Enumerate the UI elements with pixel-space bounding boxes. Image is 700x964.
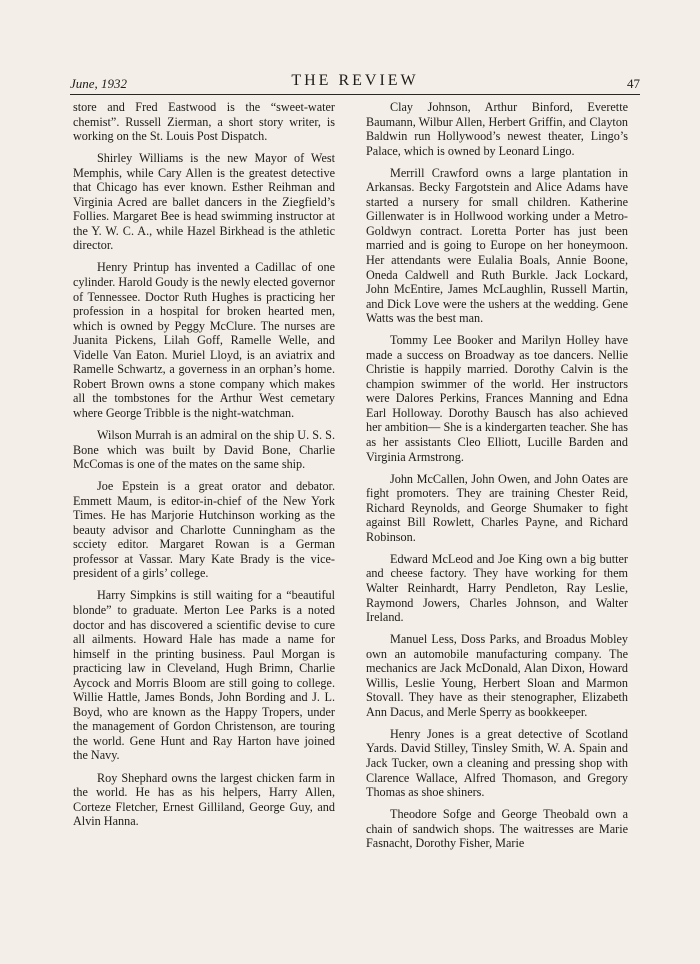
paragraph: Roy Shephard owns the largest chicken farm in the world. He has as his helpers, Harry Allen, Corteze Fletcher, Ernest Gilliland, George Guy, and Alvin Hanna.: [73, 770, 335, 829]
header-rule: [70, 94, 640, 95]
paragraph: Joe Epstein is a great orator and debator. Emmett Maum, is editor-in-chief of the New York Times. He has Marjorie Hutchinson working as the beauty advisor and Charlotte Cunningham as the scciety editor. Margaret Rowan is a German professor at Vassar. Mary Kate Brady is the vice-president of a girls’ college.: [73, 479, 335, 581]
paragraph: Shirley Williams is the new Mayor of West Memphis, while Cary Allen is the greatest detective that Chicago has ever known. Esther Reihman and Virginia Acred are ballet dancers in the Ziegfield’s Follies. Margaret Bee is head swimming instructor at the Y. W. C. A., while Hazel Birkhead is the athletic director.: [73, 151, 335, 253]
paragraph: Henry Printup has invented a Cadillac of one cylinder. Harold Goudy is the newly elected governor of Tennessee. Doctor Ruth Hughes is practicing her profession in a hospital for broken hearted men, which is owned by Peggy McClure. The nurses are Juanita Pickens, Lilah Goff, Ramelle Welle, and Videlle Van Eaton. Muriel Lloyd, is an aviatrix and Ramelle Schwartz, a governess in an orphan’s home. Robert Brown owns a stone company which makes all the tombstones for the Arthur West cemetary where George Tribble is the night-watchman.: [73, 260, 335, 420]
paragraph: Henry Jones is a great detective of Scotland Yards. David Stilley, Tinsley Smith, W. A. Spain and Jack Tucker, own a cleaning and pressing shop with Clarence Wallace, Alfred Thomason, and Gregory Thomas as shoe shiners.: [366, 726, 628, 800]
left-column: [73, 100, 335, 836]
paragraph: Harry Simpkins is still waiting for a “beautiful blonde” to graduate. Merton Lee Parks is a noted doctor and has discovered a scientific devise to cure all ailments. Howard Hale has made a name for himself in the printing business. Paul Morgan is practicing law in Cleveland, Hugh Brimn, Charlie Aycock and Morris Bloom are still going to college. Willie Hattle, James Bonds, John Bording and J. L. Boyd, who are known as the Happy Tropers, under the management of Gordon Christenson, are touring the world. Gene Hunt and Ray Harton have joined the Navy.: [73, 588, 335, 763]
paragraph: Wilson Murrah is an admiral on the ship U. S. S. Bone which was built by David Bone, Charlie McComas is one of the mates on the same ship.: [73, 427, 335, 472]
paragraph: Manuel Less, Doss Parks, and Broadus Mobley own an automobile manufacturing company. The mechanics are Jack McDonald, Alan Dixon, Howard Willis, Leslie Young, Herbert Sloan and Marmon Stovall. They have as their stenographer, Elizabeth Ann Dacus, and Merle Sperry as bookkeeper.: [366, 632, 628, 719]
paragraph: Edward McLeod and Joe King own a big butter and cheese factory. They have working for them Walter Reinhardt, Harry Pendleton, Ray Leslie, Raymond Jowers, Charles Johnson, and Walter Ireland.: [366, 551, 628, 625]
paragraph: Tommy Lee Booker and Marilyn Holley have made a success on Broadway as toe dancers. Nellie Christie is happily married. Dorothy Calvin is the champion swimmer of the world. Her instructors were Dalores Perkins, Frances Manning and Edna Earl Holloway. Dorothy Bausch has also achieved her ambition— She is a kindergarten teacher. She has as her assistants Cleo Elliott, Lucille Barden and Virginia Armstrong.: [366, 333, 628, 464]
paragraph: Clay Johnson, Arthur Binford, Everette Baumann, Wilbur Allen, Herbert Griffin, and Clayton Baldwin run Hollywood’s newest theater, Lingo’s Palace, which is owned by Leonard Lingo.: [366, 100, 628, 158]
issue-date: June, 1932: [70, 76, 128, 91]
publication-title: THE REVIEW: [291, 72, 419, 89]
page-header: [70, 72, 640, 94]
paragraph: Theodore Sofge and George Theobald own a chain of sandwich shops. The waitresses are Marie Fasnacht, Dorothy Fisher, Marie: [366, 807, 628, 851]
paragraph: store and Fred Eastwood is the “sweet-water chemist”. Russell Zierman, a short story writer, is working on the St. Louis Post Dispatch.: [73, 100, 335, 144]
right-column: [366, 100, 628, 858]
paragraph: Merrill Crawford owns a large plantation in Arkansas. Becky Fargotstein and Alice Adams have started a nursery for small children. Katherine Gillenwater is in Hollwood working under a Metro-Goldwyn contract. Loretta Porter has just been married and is going to Europe on her honeymoon. Her attendants were Eulalia Boals, Annie Boone, Oneda Caldwell and Ruth Burkle. Jack Lockard, John McEntire, James McLaughlin, Russell Martin, and Dick Love were the ushers at the wedding. Gene Watts was the best man.: [366, 165, 628, 326]
page-number: 47: [627, 76, 640, 91]
paragraph: John McCallen, John Owen, and John Oates are fight promoters. They are training Chester Reid, Richard Reynolds, and George Shumaker to fight against Bill Rowlett, Charles Payne, and Richard Robinson.: [366, 471, 628, 544]
